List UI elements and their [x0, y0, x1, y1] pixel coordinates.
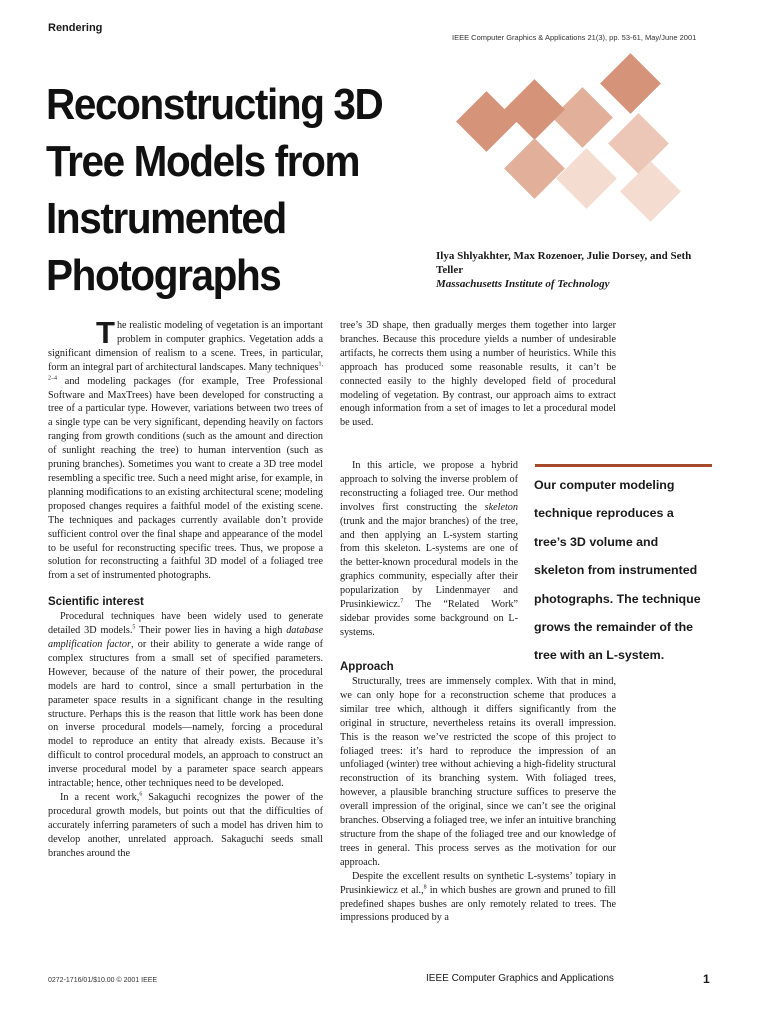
- decorative-tile: [504, 138, 565, 199]
- section-label: Rendering: [48, 22, 103, 34]
- title-line: Reconstructing 3D: [46, 80, 383, 129]
- decorative-tile: [620, 161, 681, 222]
- intro-paragraph: [48, 315, 323, 583]
- pullquote-line: tree with an L-system.: [534, 648, 665, 663]
- author-affiliation: Massachusetts Institute of Technology: [436, 278, 610, 290]
- pullquote-line: photographs. The technique: [534, 591, 701, 606]
- decorative-tile: [552, 87, 613, 148]
- body-text: he realistic modeling of vegetation is an important problem in computer graphics. Vegetation adds a significant dimension of realism to a scene. Trees, in particular, form an integral part of architectural landscapes. Many techniques: [48, 320, 323, 373]
- pullquote-rule: [535, 464, 712, 467]
- body-column-right-lower: [340, 659, 616, 925]
- author-names: Ilya Shlyakhter, Max Rozenoer, Julie Dorsey, and Seth Teller: [436, 250, 692, 276]
- pullquote-line: grows the remainder of the: [534, 620, 694, 635]
- body-paragraph: [48, 791, 323, 861]
- emphasis-text: database amplification factor: [48, 625, 323, 651]
- body-text: In a recent work,: [60, 792, 140, 803]
- section-heading: Approach: [340, 661, 394, 673]
- title-line: Photographs: [46, 251, 281, 300]
- footer-copyright: 0272-1716/01/$10.00 © 2001 IEEE: [48, 977, 158, 984]
- body-text: Sakaguchi recognizes the power of the procedural growth models, but points out that the difficulties of accurately inferring parameters of such a model has driven him to develop another, unrelated approach. Sakaguchi seeds small branches around the: [48, 792, 323, 859]
- title-line: Tree Models from: [46, 137, 360, 186]
- decorative-tile: [608, 113, 669, 174]
- body-paragraph: [48, 610, 323, 791]
- author-block: [436, 249, 716, 291]
- citation-ref: 1, 2–4: [48, 361, 323, 382]
- decorative-tile: [556, 148, 617, 209]
- title-line: Instrumented: [46, 194, 286, 243]
- body-column-left: [48, 315, 324, 861]
- pullquote-line: Our computer modeling: [534, 478, 675, 492]
- body-column-right: [340, 319, 616, 430]
- pull-quote: [534, 471, 714, 670]
- body-text: Despite the excellent results on synthetic L-systems’ topiary in Prusinkiewicz et al.,: [340, 870, 616, 896]
- body-text: The “Related Work” sidebar provides some background on L-systems.: [340, 599, 518, 638]
- article-title: [46, 76, 386, 304]
- section-heading: Scientific interest: [48, 596, 144, 609]
- citation-ref: 7: [400, 598, 404, 605]
- body-paragraph: [340, 459, 518, 640]
- body-text: In this article, we propose a hybrid approach to solving the inverse problem of reconstructing a foliaged tree. Our method involves first constructing the: [340, 460, 518, 513]
- pullquote-line: skeleton from instrumented: [534, 563, 698, 578]
- body-paragraph: Structurally, trees are immensely complex. With that in mind, we can only hope for a reconstruction scheme that produces a similar tree which, although it differs significantly from the original in structure, nevertheless retains its overall impression. This is the reason we’ve restricted the scope of this project to foliaged trees: it’s hard to reproduce the impression of an unfoliaged (winter) tree without achieving a high-fidelity structural reconstruction of its branching system. With foliaged trees, however, a plausible branching structure suffices to preserve the overall impression of the original, since we can’t see the original branches. Observing a foliaged tree, we infer an intuitive branching structure from the shape of the foliaged tree and our knowledge of trees in general. This process serves as the motivation for our approach.: [340, 676, 616, 868]
- body-text: , or their ability to generate a wide range of complex structures from a small set of specified parameters. However, because of the nature of their power, the procedural models are hard to control, since a small perturbation in the parameter space results in a significant change in the resulting structure. Perhaps this is the reason that little work has been done on inverse procedural models—namely, forcing a procedural model to reproduce an entity that already exists. Because it’s difficult to control procedural models, an approach to construct an inverse procedural model by a parameter space search appears intractable; hence, other techniques need to be developed.: [48, 639, 324, 790]
- citation-ref: 5: [132, 624, 136, 631]
- decorative-tile: [600, 53, 661, 114]
- drop-cap: T: [96, 315, 115, 350]
- body-text: Procedural techniques have been widely used to generate detailed 3D models.: [48, 611, 323, 637]
- footer-journal-name: IEEE Computer Graphics and Applications: [426, 973, 614, 984]
- body-paragraph: [340, 870, 616, 926]
- citation-line: IEEE Computer Graphics & Applications 21(3), pp. 53-61, May/June 2001: [452, 33, 697, 42]
- citation-ref: 6: [139, 791, 143, 798]
- body-paragraph: tree’s 3D shape, then gradually merges them together into larger branches. Because this procedure yields a number of undesirable artifacts, he corrects them using a number of heuristics. While this approach has produced some reasonable results, it can’t be connected easily to the highly developed field of procedural modeling of vegetation. By contrast, our approach aims to extract enough information from a set of images to let a procedural model be used.: [340, 320, 616, 429]
- body-column-narrow: [340, 459, 518, 640]
- pullquote-line: technique reproduces a: [534, 506, 674, 521]
- body-text: and modeling packages (for example, Tree Professional Software and MaxTrees) have been developed for constructing a tree of a particular type. However, variations between two trees of a single type can be very significant, depending heavily on factors ranging from growth conditions (such as the amount and direction of sunlight reaching the tree) to human intervention (such as pruning branches). Sometimes you want to create a 3D tree model resembling a specific tree. Such a need might arise, for example, in planning modifications to an existing architectural scene; modeling proposed changes requires a faithful model of the existing scene. The techniques and packages currently available don’t provide sufficient control over the final shape and appearance of the model to be useful for reconstructing specific trees. Thus, we propose a solution for reconstructing a faithful 3D model of a foliaged tree from a set of instrumented photographs.: [48, 375, 323, 582]
- decorative-tile: [504, 79, 565, 140]
- decorative-tile: [456, 91, 517, 152]
- emphasis-text: skeleton: [484, 501, 518, 513]
- page-number: 1: [703, 972, 710, 986]
- citation-ref: 8: [423, 884, 427, 891]
- body-text: in which bushes are grown and pruned to fill predefined shapes bushes are only remotely related to trees. The impressions produced by a: [340, 884, 617, 924]
- pullquote-line: tree’s 3D volume and: [534, 534, 659, 549]
- body-text: (trunk and the major branches) of the tree, and then applying an L-system starting from this skeleton. L-systems are one of the better-known procedural models in the graphics community, especially after their popularization by Lindenmayer and Prusinkiewicz.: [340, 515, 518, 611]
- body-text: Their power lies in having a high: [135, 625, 287, 637]
